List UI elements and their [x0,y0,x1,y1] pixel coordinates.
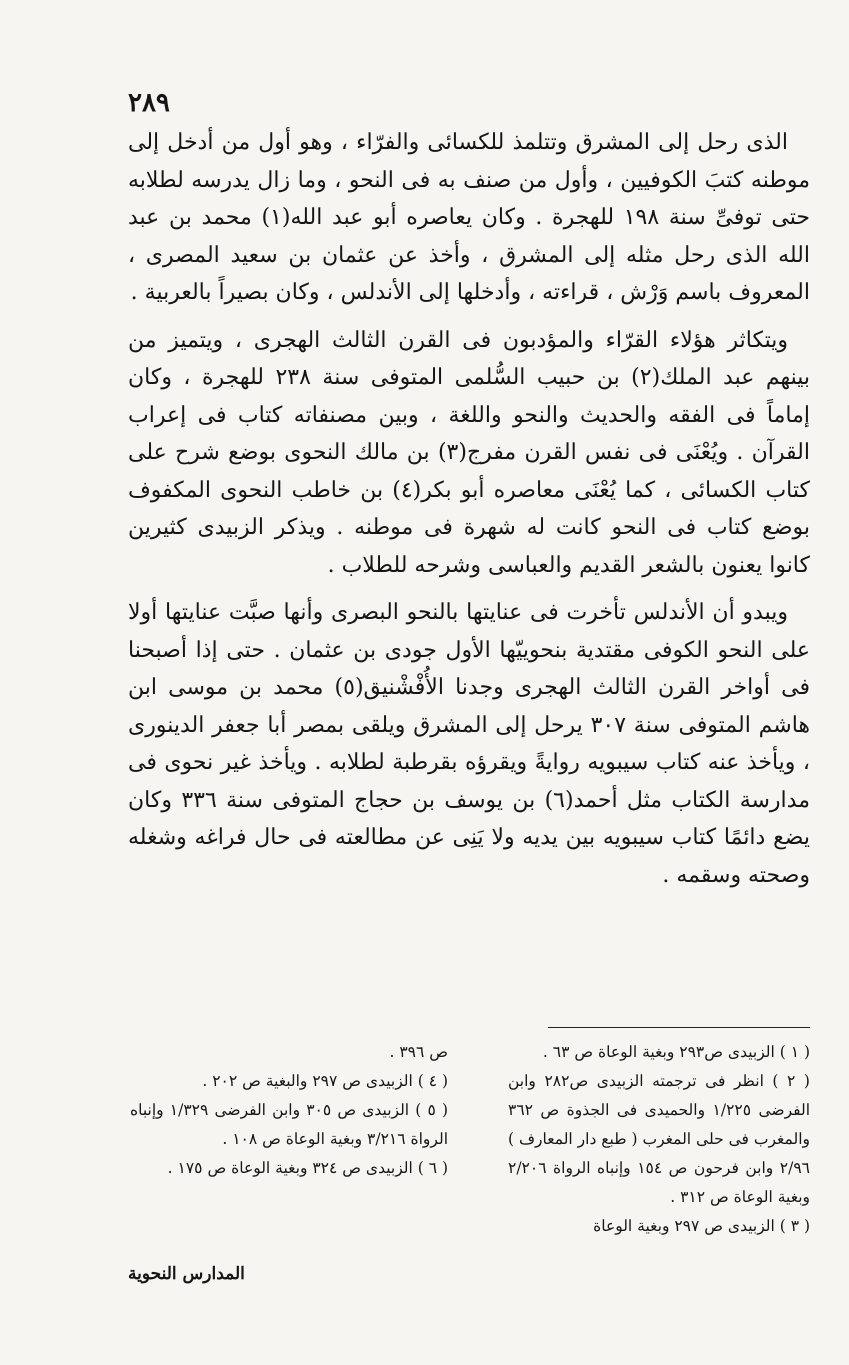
footnote-3-continued: ص ٣٩٦ . [389,1043,448,1061]
paragraph-3: ويبدو أن الأندلس تأخرت فى عنايتها بالنحو البصرى وأنها صبَّت عنايتها أولا على النحو الكوفى مقتدية بنحوييّها الأول جودى بن عثمان . حتى إذا أصبحنا فى أواخر القرن الثالث الهجرى وجدنا الأُفْشْنيق(٥) محمد بن موسى ابن هاشم المتوفى سنة ٣٠٧ يرحل إلى المشرق ويلقى بمصر أبا جعفر الدينورى ، ويأخذ عنه كتاب سيبويه روايةً ويقرؤه بقرطبة لطلابه . ويأخذ غير نحوى فى مدارسة الكتاب مثل أحمد(٦) بن يوسف بن حجاج المتوفى سنة ٣٣٦ وكان يضع دائمًا كتاب سيبويه بين يديه ولا يَنِى عن مطالعته فى حال فراغه وشغله وصحته وسقمه . [128,600,811,888]
footnote-divider [548,1027,810,1028]
footnote-1: ( ١ ) الزبيدى ص٢٩٣ وبغية الوعاة ص ٦٣ . [542,1043,810,1061]
footnote-4: ( ٤ ) الزبيدى ص ٢٩٧ والبغية ص ٢٠٢ . [202,1072,448,1090]
footnote-3: ( ٣ ) الزبيدى ص ٢٩٧ وبغية الوعاة [593,1217,810,1235]
running-title: المدارس النحوية [128,1264,245,1284]
paragraph-2: ويتكاثر هؤلاء القرّاء والمؤدبون فى القرن الثالث الهجرى ، ويتميز من بينهم عبد الملك(٢) بن حبيب السُّلمى المتوفى سنة ٢٣٨ للهجرة ، وكان إماماً فى الفقه والحديث والنحو واللغة ، وبين مصنفاته كتاب فى إعراب القرآن . ويُعْنَى فى نفس القرن مفرج(٣) بن مالك النحوى بوضع شرح على كتاب الكسائى ، كما يُعْنَى معاصره أبو بكر(٤) بن خاطب النحوى المكفوف بوضع كتاب فى النحو كانت له شهرة فى موطنه . ويذكر الزبيدى كثيرين كانوا يعنون بالشعر القديم والعباسى وشرحه للطلاب . [128,327,810,578]
page-number: ٢٨٩ [128,88,170,118]
paragraph-1: الذى رحل إلى المشرق وتتلمذ للكسائى والفرّاء ، وهو أول من أدخل إلى موطنه كتبَ الكوفيين ، وأول من صنف به فى النحو ، وما زال يدرسه لطلابه حتى توفىِّ سنة ١٩٨ للهجرة . وكان يعاصره أبو عبد الله(١) محمد بن عبد الله الذى رحل مثله إلى المشرق ، وأخذ عن عثمان بن سعيد المصرى ، المعروف باسم وَرْش ، قراءته ، وأدخلها إلى الأندلس ، وكان بصيراً بالعربية . [128,130,810,305]
footnote-5: ( ٥ ) الزبيدى ص ٣٠٥ وابن الفرضى ١/٣٢٩ وإنباه الرواة ٣/٢١٦ وبغية الوعاة ص ١٠٨ . [130,1101,449,1148]
footnote-2: ( ٢ ) انظر فى ترجمته الزبيدى ص٢٨٢ وابن الفرضى ١/٢٢٥ والحميدى فى الجذوة ص ٣٦٢ والمغرب فى حلى المغرب ( طبع دار المعارف ) ٢/٩٦ وابن فرحون ص ١٥٤ وإنباه الرواة ٢/٢٠٦ وبغية الوعاة ص ٣١٢ . [508,1072,810,1206]
footnotes-right-column [508,1038,810,1241]
body-text [128,124,810,894]
footnotes-left-column [130,1038,448,1183]
footnote-6: ( ٦ ) الزبيدى ص ٣٢٤ وبغية الوعاة ص ١٧٥ . [167,1159,448,1177]
